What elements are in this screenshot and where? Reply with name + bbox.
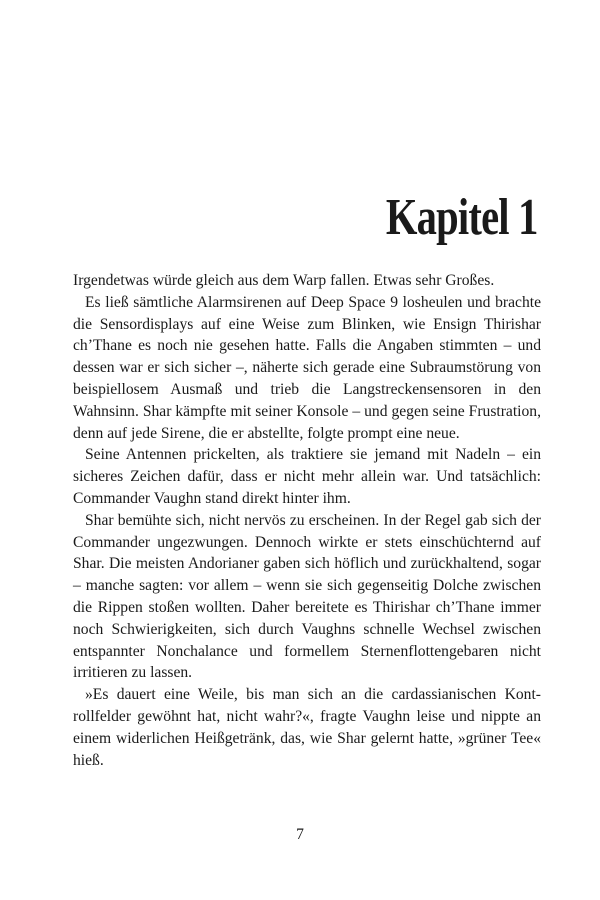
- paragraph-5: »Es dauert eine Weile, bis man sich an die cardassianischen Kontrollfelder gewöhnt hat, nicht wahr?«, fragte Vaughn leise und nippte an einem widerlichen Heißgetränk, das, wie Shar gelernt hatte, »grüner Tee« hieß.: [73, 686, 541, 769]
- page-number: 7: [296, 826, 304, 843]
- chapter-title: Kapitel 1: [386, 189, 538, 246]
- paragraph-2: Es ließ sämtliche Alarmsirenen auf Deep Space 9 losheulen und brachte die Sensordisplays auf eine Weise zum Blinken, wie Ensign Thirishar ch’Thane es noch nie gesehen hatte. Falls die Angaben stimmten – und dessen war er sich sicher –, näherte sich gerade eine Subraumstörung von beispiellosem Ausmaß und trieb die Langstreckensensoren in den Wahnsinn. Shar kämpfte mit seiner Konsole – und gegen seine Frustration, denn auf jede Sirene, die er abstellte, folgte prompt eine neue.: [73, 293, 541, 442]
- paragraph-3: Seine Antennen prickelten, als traktiere sie jemand mit Nadeln – ein sicheres Zeichen dafür, dass er nicht mehr allein war. Und tatsächlich: Commander Vaughn stand direkt hinter ihm.: [73, 446, 541, 507]
- paragraph-1: Irgendetwas würde gleich aus dem Warp fallen. Etwas sehr Großes.: [73, 272, 495, 289]
- paragraph-4: Shar bemühte sich, nicht nervös zu erscheinen. In der Regel gab sich der Commander ungezwungen. Dennoch wirkte er stets einschüchternd auf Shar. Die meisten Andorianer gaben sich höflich und zurückhaltend, sogar – manche sagten: vor allem – wenn sie sich gegenseitig Dolche zwischen die Rippen stoßen wollten. Daher bereitete es Thirishar ch’Thane immer noch Schwierigkeiten, sich durch Vaughns schnelle Wechsel zwischen entspannter Nonchalance und formellem Sternenflottengebaren nicht irritieren zu lassen.: [73, 511, 541, 682]
- body-text: [73, 270, 541, 771]
